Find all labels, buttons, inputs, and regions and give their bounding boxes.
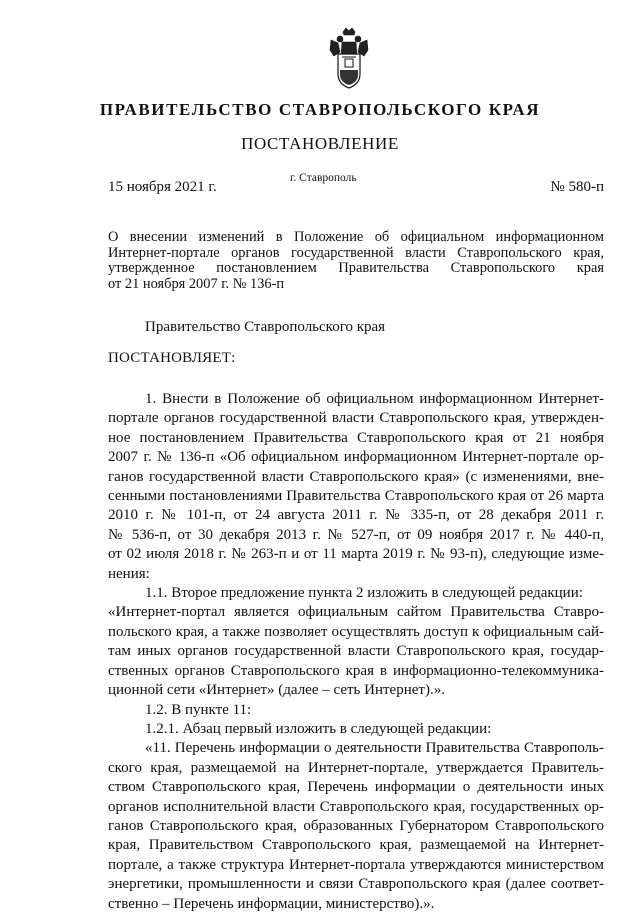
body-line: от 02 июля 2018 г. № 263-п и от 11 марта 2019 г. № 93-п), следующие изме- — [108, 546, 604, 563]
title-line: О внесении изменений в Положение об официальном информационном — [108, 229, 604, 245]
body-line: 2010 г. № 101-п, от 24 августа 2011 г. № 335-п, от 28 декабря 2011 г. — [108, 507, 604, 524]
body-line: ганов государственной власти Ставропольского края» (с изменениями, вне- — [108, 468, 604, 485]
body-line: ственно – Перечень информации, министерство).». — [108, 895, 435, 912]
body-line: 1. Внести в Положение об официальном информационном Интернет- — [145, 391, 604, 407]
body-line: № 536-п, от 30 декабря 2013 г. № 527-п, от 09 ноября 2017 г. № 440-п, — [108, 526, 604, 543]
body-line: сенными постановлениями Правительства Ставропольского края от 26 марта — [108, 488, 604, 505]
body-line: там иных органов государственной власти Ставропольского края, государ- — [108, 643, 604, 660]
body-line: 1.1. Второе предложение пункта 2 изложить в следующей редакции: — [145, 585, 583, 602]
body-line: ского края, размещаемой на Интернет-портале, утверждается Правитель- — [108, 759, 604, 776]
body-line: ционной сети «Интернет» (далее – сеть Интернет).». — [108, 682, 445, 699]
body-line: ганов Ставропольского края, образованных Губернатором Ставропольского — [108, 817, 604, 834]
body-line: ством Ставропольского края, Перечень информации о деятельности иных — [108, 779, 604, 796]
title-line: Интернет-портале органов государственной власти Ставропольского края, — [108, 244, 604, 261]
coat-of-arms-icon — [328, 26, 370, 92]
body-line: 1.2.1. Абзац первый изложить в следующей редакции: — [145, 720, 492, 737]
document-body — [108, 390, 604, 914]
document-type: ПОСТАНОВЛЕНИЕ — [241, 134, 399, 153]
body-line: «Интернет-портал является официальным сайтом Правительства Ставро- — [108, 604, 604, 621]
document-date: 15 ноября 2021 г. — [108, 179, 217, 195]
issuer: Правительство Ставропольского края — [145, 319, 386, 335]
body-line: ное постановлением Правительства Ставропольского края от 21 ноября — [108, 429, 604, 446]
document-title — [108, 230, 604, 292]
city-label: г. Ставрополь — [290, 172, 357, 184]
document-number: № 580-п — [550, 179, 604, 195]
body-line: органов исполнительной власти Ставропольского края, государственных ор- — [108, 798, 604, 815]
body-line: «11. Перечень информации о деятельности Правительства Ставрополь- — [145, 740, 604, 757]
title-line: утвержденное постановлением Правительства Ставропольского края — [108, 260, 604, 276]
body-line: 1.2. В пункте 11: — [145, 701, 252, 718]
body-line: портале органов государственной власти Ставропольского края, утвержден- — [108, 410, 604, 427]
body-line: нения: — [108, 565, 150, 582]
body-line: края, Правительством Ставропольского края, размещаемой на Интернет- — [108, 837, 604, 854]
body-line: ственных органов Ставропольского края в информационно-телекоммуника- — [108, 662, 604, 679]
decree-word: ПОСТАНОВЛЯЕТ: — [108, 350, 236, 366]
body-line: польского края, а также позволяет осуществлять доступ к официальным сай- — [108, 623, 604, 640]
title-line: от 21 ноября 2007 г. № 136-п — [108, 275, 285, 292]
body-line: 2007 г. № 136-п «Об официальном информационном Интернет-портале ор- — [108, 449, 604, 466]
body-line: портале, а также структура Интернет-портала утверждаются министерством — [108, 856, 604, 873]
body-line: энергетики, промышленности и связи Ставропольского края (далее соответ- — [108, 876, 604, 893]
government-name: ПРАВИТЕЛЬСТВО СТАВРОПОЛЬСКОГО КРАЯ — [99, 100, 541, 119]
